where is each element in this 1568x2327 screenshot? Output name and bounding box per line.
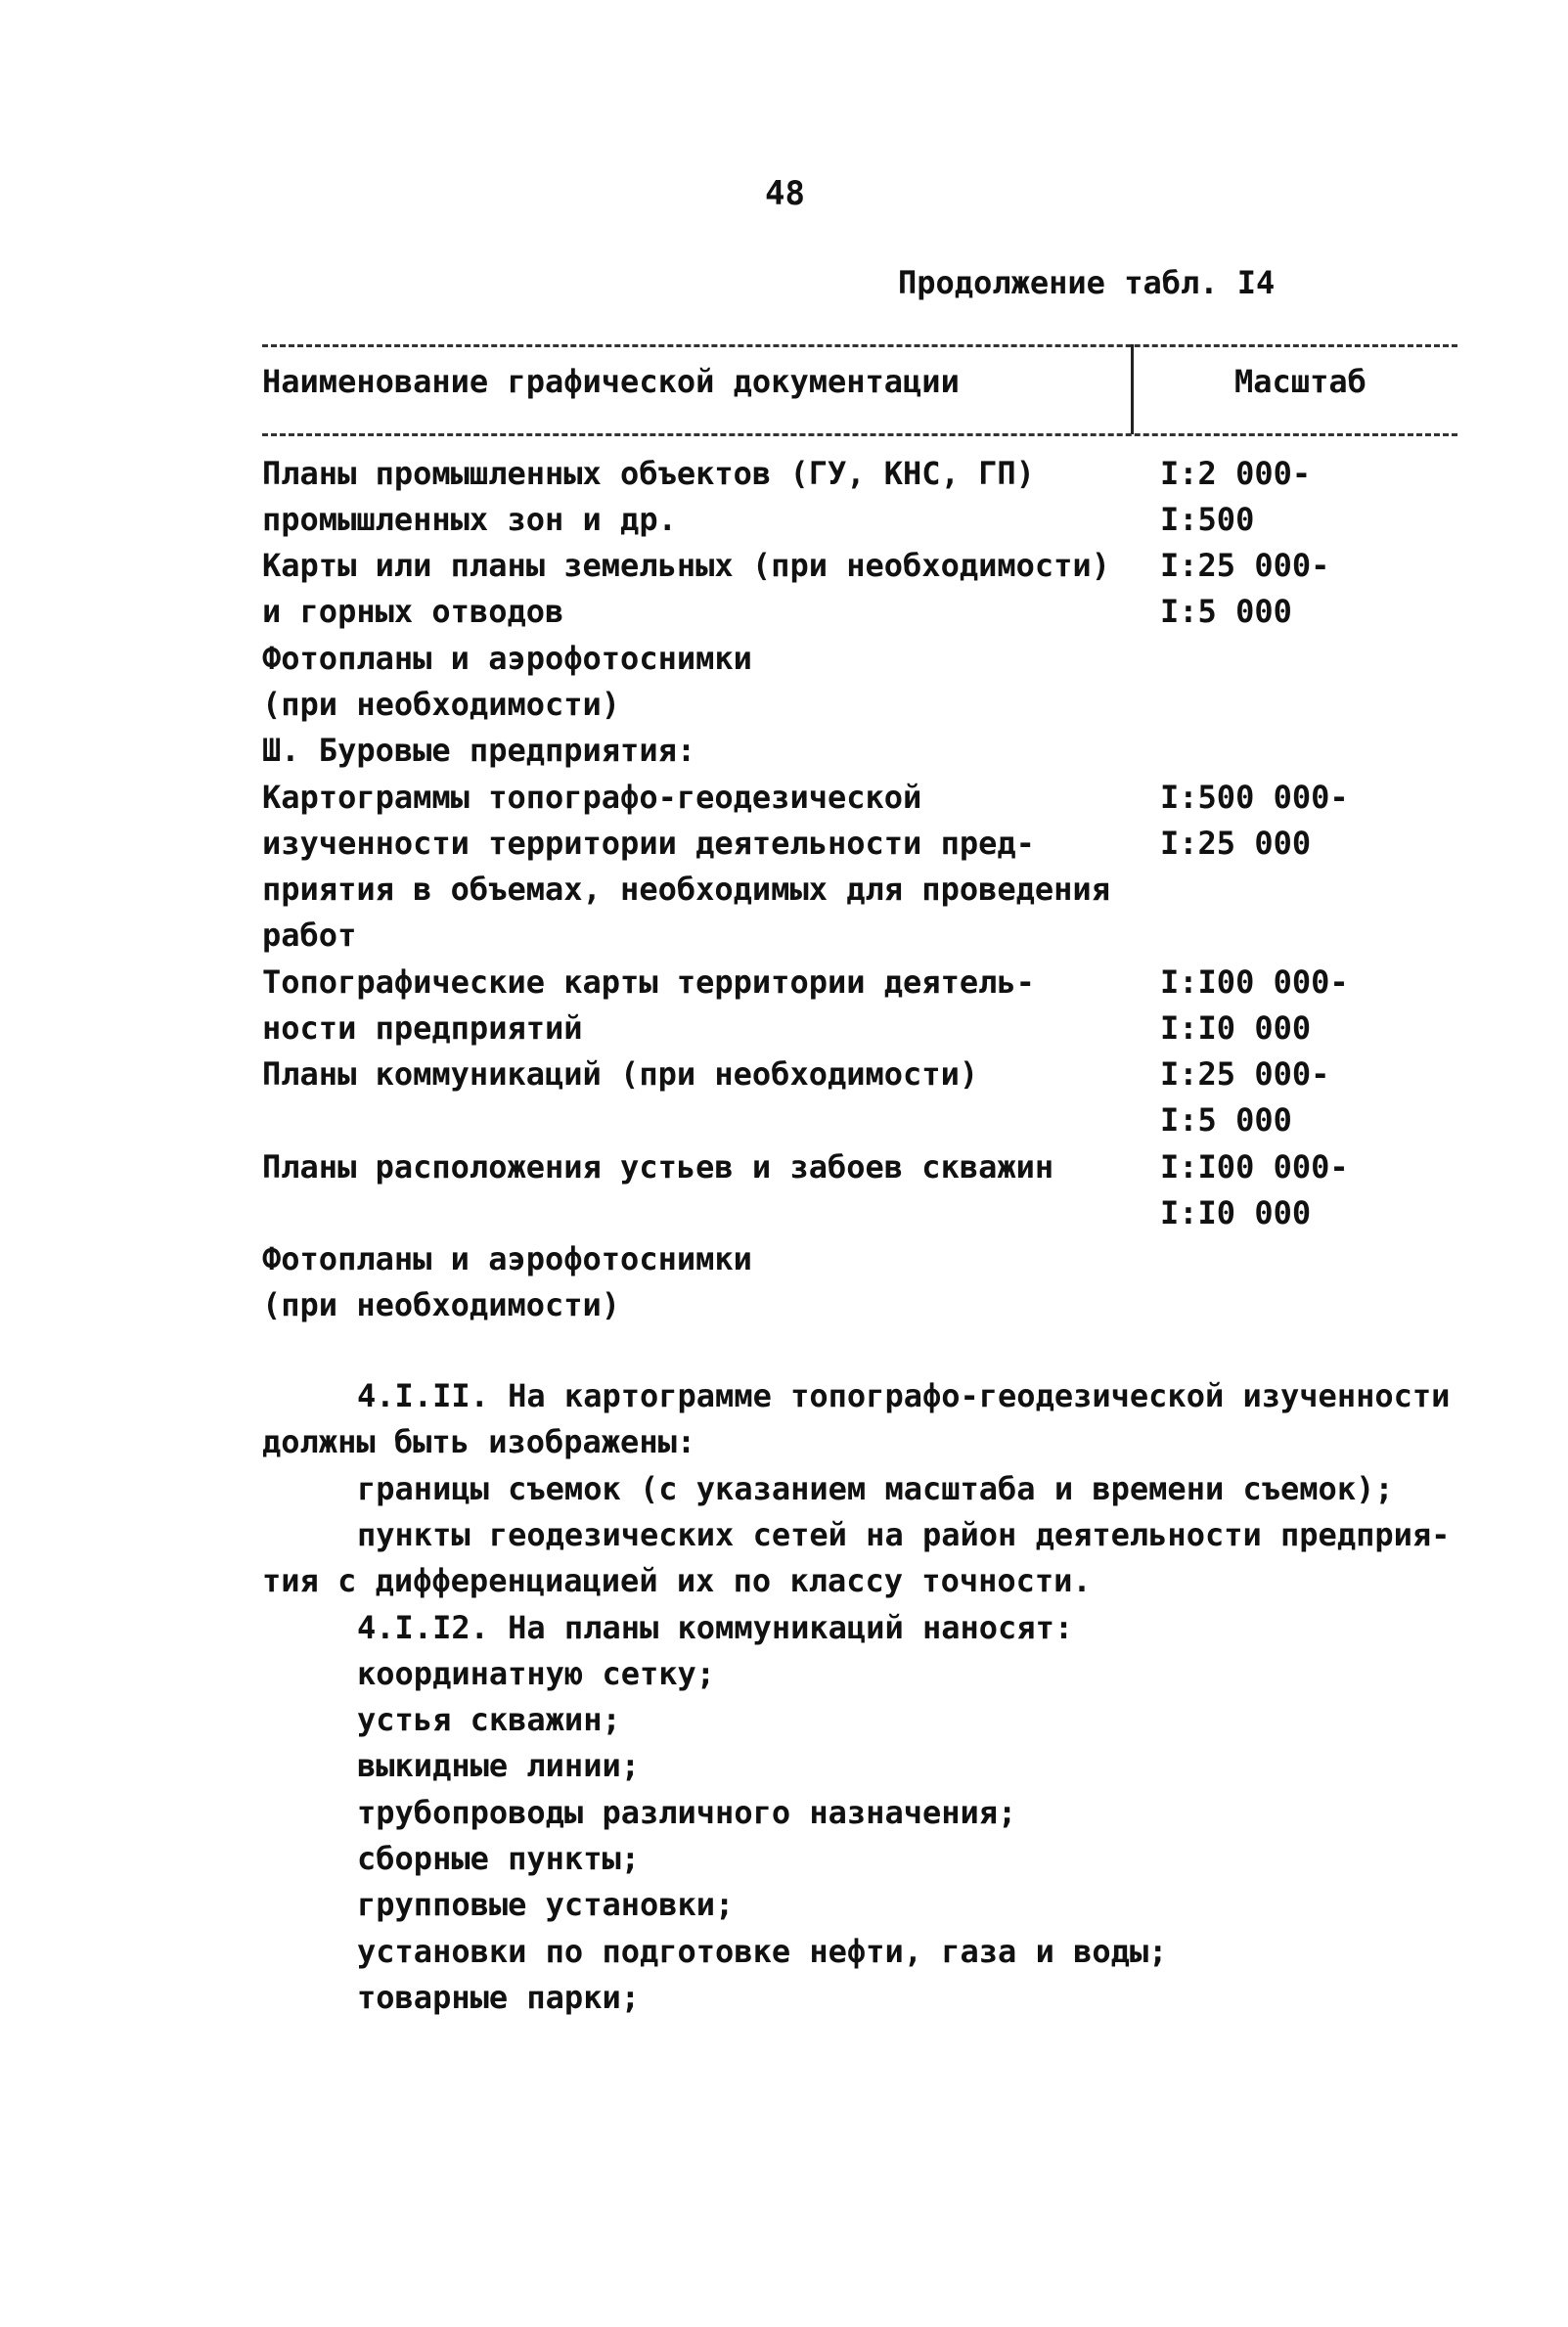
body-line: устья скважин; <box>357 1701 621 1738</box>
body-line: пункты геодезических сетей на район деятельности предприя- <box>357 1516 1451 1553</box>
body-line: товарные парки; <box>357 1979 640 2016</box>
table-row-scale: I:500 <box>1160 501 1255 538</box>
table-row-name: приятия в объемах, необходимых для проведения <box>262 871 1110 908</box>
table-row-scale: I:2 000- <box>1160 455 1312 492</box>
table-row-name: Фотопланы и аэрофотоснимки <box>262 1240 752 1277</box>
body-line: должны быть изображены: <box>262 1423 696 1460</box>
table-row-name: и горных отводов <box>262 593 564 630</box>
table-row-name: Топографические карты территории деятель- <box>262 963 1035 1001</box>
table-row-name: Фотопланы и аэрофотоснимки <box>262 640 752 677</box>
table-caption: Продолжение табл. I4 <box>898 264 1276 301</box>
body-line: координатную сетку; <box>357 1655 716 1692</box>
body-line: 4.I.I2. На планы коммуникаций наносят: <box>357 1609 1074 1646</box>
table-row-scale: I:5 000 <box>1160 593 1292 630</box>
body-line: трубопроводы различного назначения; <box>357 1794 1017 1831</box>
body-line: групповые установки; <box>357 1886 735 1923</box>
table-row-name: (при необходимости) <box>262 686 621 723</box>
table-row-name: ности предприятий <box>262 1009 583 1047</box>
table-row-name: Планы промышленных объектов (ГУ, КНС, ГП) <box>262 455 1035 492</box>
table-column-divider <box>1131 344 1134 434</box>
table-row-name: Планы коммуникаций (при необходимости) <box>262 1055 979 1093</box>
table-row-name: Ш. Буровые предприятия: <box>262 732 696 769</box>
table-row-name: Карты или планы земельных (при необходимости) <box>262 547 1110 584</box>
table-row-name: (при необходимости) <box>262 1286 621 1323</box>
table-row-scale: I:I0 000 <box>1160 1194 1312 1231</box>
body-line: установки по подготовке нефти, газа и воды; <box>357 1933 1168 1970</box>
body-line: границы съемок (с указанием масштаба и времени съемок); <box>357 1470 1394 1507</box>
table-top-rule <box>262 344 1457 347</box>
table-row-scale: I:I00 000- <box>1160 1148 1349 1186</box>
table-row-name: Картограммы топографо-геодезической <box>262 779 922 816</box>
table-row-scale: I:I0 000 <box>1160 1009 1312 1047</box>
body-line: 4.I.II. На картограмме топографо-геодезической изученности <box>357 1377 1451 1414</box>
body-line: сборные пункты; <box>357 1840 640 1877</box>
table-row-scale: I:25 000- <box>1160 1055 1330 1093</box>
table-header-name: Наименование графической документации <box>262 363 960 400</box>
table-row-scale: I:25 000 <box>1160 825 1312 862</box>
table-row-scale: I:I00 000- <box>1160 963 1349 1001</box>
body-line: выкидные линии; <box>357 1747 640 1784</box>
table-row-name: работ <box>262 917 357 954</box>
table-header-scale: Масштаб <box>1234 363 1366 400</box>
table-row-name: изученности территории деятельности пред- <box>262 825 1035 862</box>
table-row-name: промышленных зон и др. <box>262 501 677 538</box>
table-row-scale: I:25 000- <box>1160 547 1330 584</box>
table-row-scale: I:500 000- <box>1160 779 1349 816</box>
body-line: тия с дифференциацией их по классу точности. <box>262 1562 1092 1599</box>
table-row-scale: I:5 000 <box>1160 1101 1292 1139</box>
page-number: 48 <box>765 174 805 213</box>
table-header-rule <box>262 433 1457 436</box>
table-row-name: Планы расположения устьев и забоев скважин <box>262 1148 1054 1186</box>
